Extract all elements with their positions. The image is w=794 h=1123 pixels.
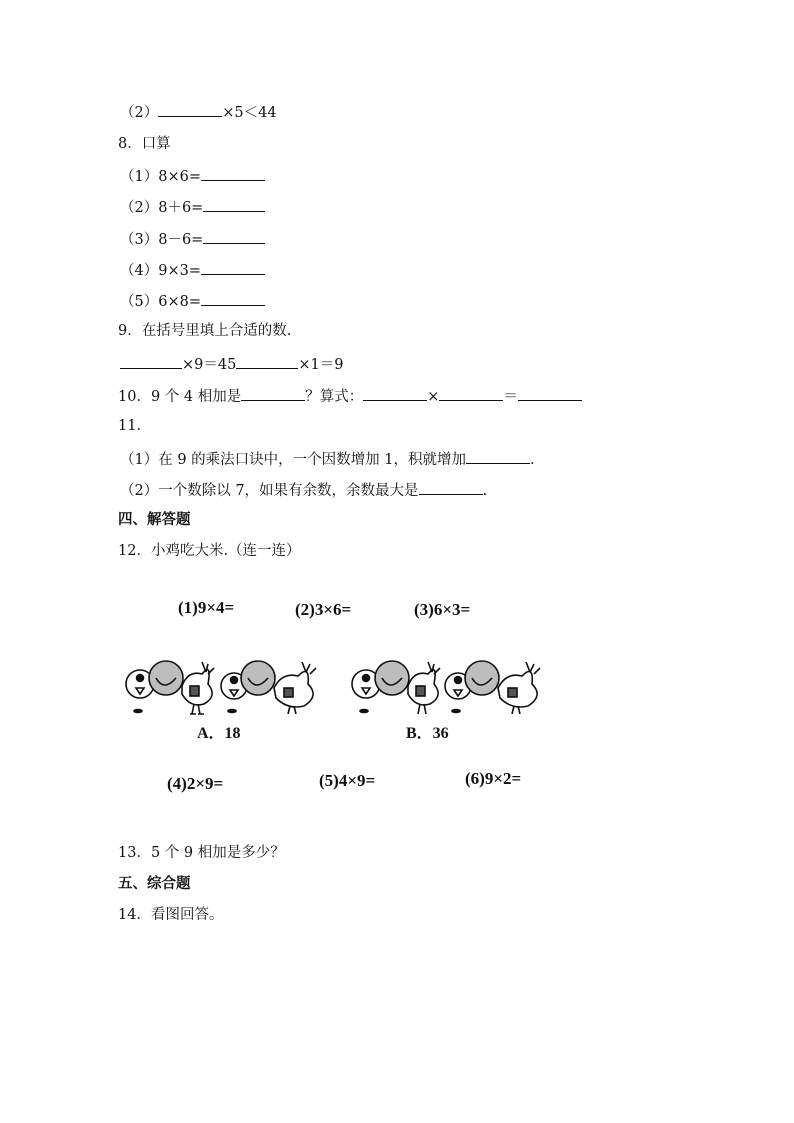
q12-equation-4[interactable]: (4)2×9= <box>167 774 224 793</box>
chicks-group-b-image <box>350 648 550 718</box>
q12-title: 12．小鸡吃大米.（连一连） <box>118 543 301 559</box>
q9-blank-a[interactable] <box>120 353 182 369</box>
q8-item-1-blank[interactable] <box>201 165 265 181</box>
q8-item-1-label: （1）8×6= <box>120 169 201 185</box>
q8-item-3 <box>120 228 265 250</box>
q11-part2-blank[interactable] <box>419 479 483 495</box>
q13-title: 13．5 个 9 相加是多少？ <box>118 845 285 861</box>
q14-title: 14．看图回答。 <box>118 907 224 923</box>
q10-line <box>118 385 582 407</box>
q12-equation-6[interactable]: (6)9×2= <box>465 769 522 788</box>
q10-equals: ＝ <box>503 389 518 405</box>
q12-equation-1[interactable]: (1)9×4= <box>178 598 235 617</box>
q8-item-2 <box>120 196 265 218</box>
q8-item-5 <box>120 290 265 312</box>
q8-item-1 <box>120 165 265 187</box>
q8-title: 8．口算 <box>118 136 171 152</box>
q9-part-a: ×9＝45 <box>182 357 237 373</box>
q12-option-b[interactable]: B．36 <box>406 725 449 742</box>
q8-item-3-blank[interactable] <box>203 228 265 244</box>
q11-part2-end: . <box>482 483 488 499</box>
q8-item-3-label: （3）8－6= <box>120 232 204 248</box>
q11-title: 11． <box>118 418 151 434</box>
q9-blank-b[interactable] <box>236 353 298 369</box>
section-4-heading: 四、解答题 <box>118 511 191 528</box>
q11-part2 <box>120 479 487 501</box>
q11-part1-blank[interactable] <box>466 448 530 464</box>
q7-part2-suffix: ×5＜44 <box>222 105 277 121</box>
section-5-heading: 五、综合题 <box>118 875 191 892</box>
q8-item-4 <box>120 259 265 281</box>
q9-title: 9．在括号里填上合适的数. <box>118 323 292 339</box>
q7-part2-prefix: （2） <box>120 105 159 121</box>
q7-part2-line <box>120 101 277 123</box>
q10-times: × <box>427 389 440 405</box>
q9-line <box>120 353 343 375</box>
q9-part-b: ×1＝9 <box>298 357 344 373</box>
q10-blank-2[interactable] <box>363 385 427 401</box>
q8-item-2-label: （2）8＋6= <box>120 200 204 216</box>
q10-blank-1[interactable] <box>241 385 305 401</box>
q8-item-4-blank[interactable] <box>201 259 265 275</box>
q12-equation-2[interactable]: (2)3×6= <box>295 600 352 619</box>
q11-part1-end: . <box>530 452 535 468</box>
q11-part1-text: （1）在 9 的乘法口诀中，一个因数增加 1，积就增加 <box>120 452 467 468</box>
q10-text: 10．9 个 4 相加是 <box>118 389 242 405</box>
q8-item-2-blank[interactable] <box>203 196 265 212</box>
q7-part2-blank[interactable] <box>158 101 222 117</box>
q11-part1 <box>120 448 535 470</box>
q10-blank-3[interactable] <box>439 385 503 401</box>
q8-item-5-label: （5）6×8= <box>120 294 201 310</box>
q10-blank-4[interactable] <box>518 385 582 401</box>
q11-part2-text: （2）一个数除以 7，如果有余数，余数最大是 <box>120 483 419 499</box>
q12-equation-3[interactable]: (3)6×3= <box>414 600 471 619</box>
q8-item-4-label: （4）9×3= <box>120 263 201 279</box>
q12-equation-5[interactable]: (5)4×9= <box>319 771 376 790</box>
q12-option-a[interactable]: A．18 <box>197 725 241 742</box>
chicks-group-a-image <box>124 648 330 718</box>
q8-item-5-blank[interactable] <box>201 290 265 306</box>
q10-mid: ？算式： <box>305 389 364 405</box>
